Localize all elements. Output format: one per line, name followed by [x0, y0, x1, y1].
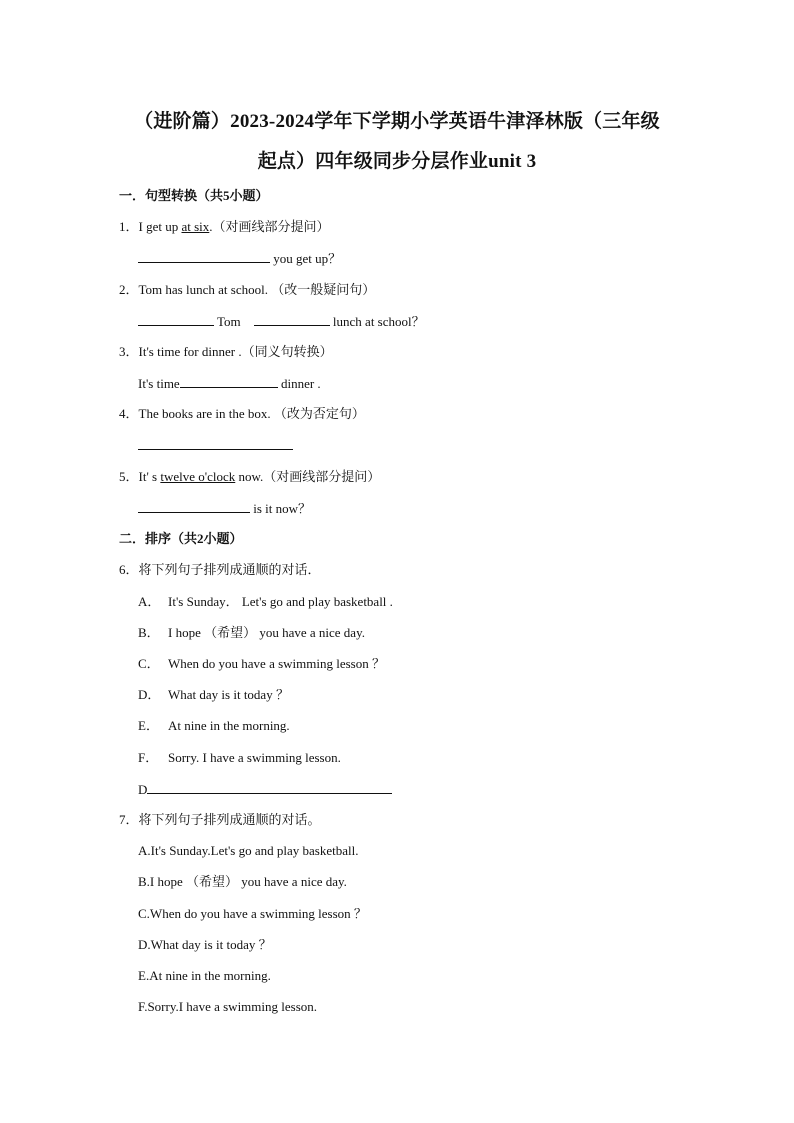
option-letter: E．: [138, 718, 159, 733]
q7-option: B.I hope （希望） you have a nice day.: [138, 874, 347, 889]
question-6-text: 将下列句子排列成通顺的对话．: [138, 562, 321, 577]
question-2-mid: Tom: [214, 314, 244, 329]
option-text: What day is it today ？: [168, 687, 289, 702]
q6-option: [138, 718, 290, 734]
section1-heading: 一．句型转换（共5小题）: [119, 188, 269, 203]
q6-option: [138, 687, 289, 703]
question-2-answer-line: [138, 313, 425, 330]
question-3-tail: dinner .: [277, 376, 321, 391]
question-4: [119, 406, 365, 422]
option-text: Sorry. I have a swimming lesson.: [168, 750, 341, 765]
q7-option: A.It's Sunday.Let's go and play basketball.: [138, 843, 359, 858]
question-7-number: 7．: [119, 812, 139, 827]
q7-option: F.Sorry.I have a swimming lesson.: [138, 999, 318, 1014]
question-3-text: It's time for dinner .（同义句转换）: [138, 344, 333, 359]
answer-blank[interactable]: [254, 313, 330, 326]
question-7-text: 将下列句子排列成通顺的对话。: [138, 812, 321, 827]
option-letter: A．: [138, 594, 161, 609]
question-3-answer-line: [138, 375, 321, 392]
question-2-tail: lunch at school？: [329, 314, 425, 329]
document-title-line1: （进阶篇）2023-2024学年下学期小学英语牛津泽林版（三年级: [134, 111, 660, 132]
option-text: At nine in the morning.: [168, 718, 290, 733]
q6-option: [138, 625, 365, 641]
question-1: [119, 219, 330, 235]
question-5-answer-line: [138, 500, 311, 517]
answer-blank[interactable]: [138, 250, 270, 263]
option-text: It's Sunday． Let's go and play basketball .: [168, 594, 393, 609]
q7-option: E.At nine in the morning.: [138, 968, 271, 983]
question-2-number: 2．: [119, 282, 139, 297]
question-2: [119, 282, 375, 298]
section2-heading: 二．排序（共2小题）: [119, 531, 243, 546]
question-5-underlined: twelve o'clock: [160, 469, 236, 484]
question-7: [119, 812, 321, 828]
question-5-tail: is it now？: [250, 501, 312, 516]
q6-option: [138, 656, 385, 672]
option-text: When do you have a swimming lesson ？: [168, 656, 385, 671]
question-5: [119, 469, 380, 485]
answer-blank[interactable]: [138, 437, 293, 450]
question-3-number: 3．: [119, 344, 139, 359]
question-1-number: 1．: [119, 219, 139, 234]
q7-option: C.When do you have a swimming lesson ？: [138, 906, 367, 921]
question-5-post: now.（对画线部分提问）: [235, 469, 381, 484]
answer-blank[interactable]: [138, 313, 214, 326]
question-6-answer-start: D: [138, 782, 148, 797]
option-letter: D．: [138, 687, 161, 702]
question-1-answer-line: [138, 250, 341, 267]
answer-blank[interactable]: [147, 781, 392, 794]
q7-option: D.What day is it today ？: [138, 937, 272, 952]
question-1-answer-tail: you get up？: [270, 251, 342, 266]
question-5-pre: It' s: [138, 469, 161, 484]
question-1-pre: I get up: [138, 219, 182, 234]
document-title-line2: 起点）四年级同步分层作业unit 3: [257, 151, 537, 172]
option-text: I hope （希望） you have a nice day.: [168, 625, 365, 640]
question-4-answer-line: [138, 437, 293, 454]
question-3-pre: It's time: [138, 376, 180, 391]
question-4-text: The books are in the box. （改为否定句）: [138, 406, 365, 421]
option-letter: B．: [138, 625, 160, 640]
question-1-post: .（对画线部分提问）: [209, 219, 330, 234]
question-3: [119, 344, 333, 360]
question-6-number: 6．: [119, 562, 139, 577]
question-1-underlined: at six: [181, 219, 210, 234]
q6-option: [138, 594, 393, 610]
answer-blank[interactable]: [180, 375, 278, 388]
question-2-text: Tom has lunch at school. （改一般疑问句）: [138, 282, 376, 297]
option-letter: F．: [138, 750, 159, 765]
q6-option: [138, 750, 341, 766]
question-4-number: 4．: [119, 406, 139, 421]
question-6: [119, 562, 321, 578]
option-letter: C．: [138, 656, 160, 671]
question-6-answer-line: [138, 781, 392, 798]
question-5-number: 5．: [119, 469, 139, 484]
answer-blank[interactable]: [138, 500, 250, 513]
